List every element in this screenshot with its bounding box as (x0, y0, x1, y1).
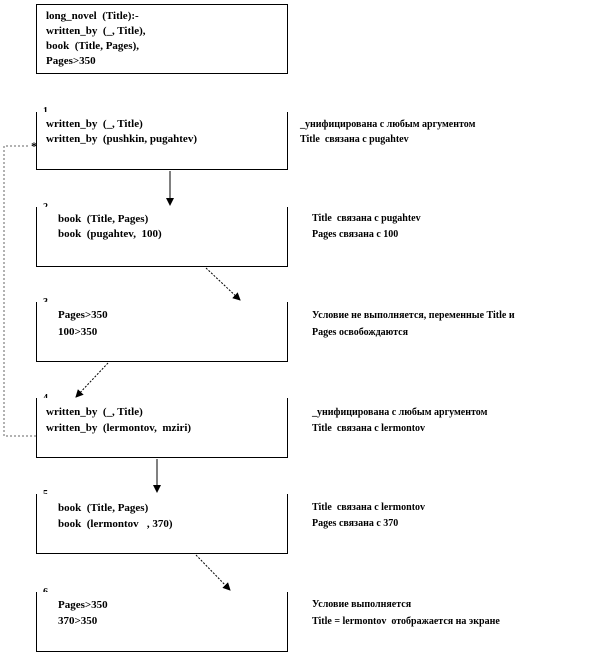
step-line: book (Title, Pages) (58, 502, 149, 514)
step-note: Title = lermontov отображается на экране (312, 616, 500, 627)
step-line: Pages>350 (58, 599, 108, 611)
step-line: book (Title, Pages) (58, 213, 149, 225)
step-note: Title связана с lermontov (312, 423, 426, 434)
query-line: written_by (_, Title), (46, 25, 146, 37)
step-box-2 (36, 207, 288, 267)
step-note: Условие выполняется (312, 599, 412, 610)
step-note: Pages связана с 100 (312, 229, 399, 240)
step-box-4 (36, 398, 288, 458)
arrow-5-6 (196, 555, 230, 590)
backtrack-marker: * (31, 139, 37, 153)
step-note: Title связана с pugahtev (300, 134, 409, 145)
step-note: Условие не выполняется, переменные Title и (312, 310, 515, 321)
step-box-5 (36, 494, 288, 554)
query-line: book (Title, Pages), (46, 40, 139, 52)
step-box-1 (36, 112, 288, 170)
step-note: Title связана с pugahtev (312, 213, 421, 224)
step-note: Pages связана с 370 (312, 518, 399, 529)
step-line: written_by (_, Title) (46, 406, 143, 418)
step-line: 100>350 (58, 326, 98, 338)
step-line: Pages>350 (58, 309, 108, 321)
step-note: Pages освобождаются (312, 327, 409, 338)
step-line: written_by (_, Title) (46, 118, 143, 130)
step-box-3 (36, 302, 288, 362)
step-line: book (lermontov , 370) (58, 518, 173, 530)
backtrack-path (4, 146, 36, 436)
query-box (36, 4, 288, 74)
query-line: Pages>350 (46, 55, 96, 67)
step-line: 370>350 (58, 615, 98, 627)
step-line: written_by (lermontov, mziri) (46, 422, 192, 434)
step-line: book (pugahtev, 100) (58, 228, 162, 240)
step-note: Title связана с lermontov (312, 502, 426, 513)
step-note: _унифицирована с любым аргументом (300, 119, 476, 130)
step-box-6 (36, 592, 288, 652)
query-line: long_novel (Title):- (46, 10, 139, 22)
arrow-3-4 (76, 363, 108, 397)
step-note: _унифицирована с любым аргументом (312, 407, 488, 418)
step-line: written_by (pushkin, pugahtev) (46, 133, 197, 145)
arrow-2-3 (206, 268, 240, 300)
